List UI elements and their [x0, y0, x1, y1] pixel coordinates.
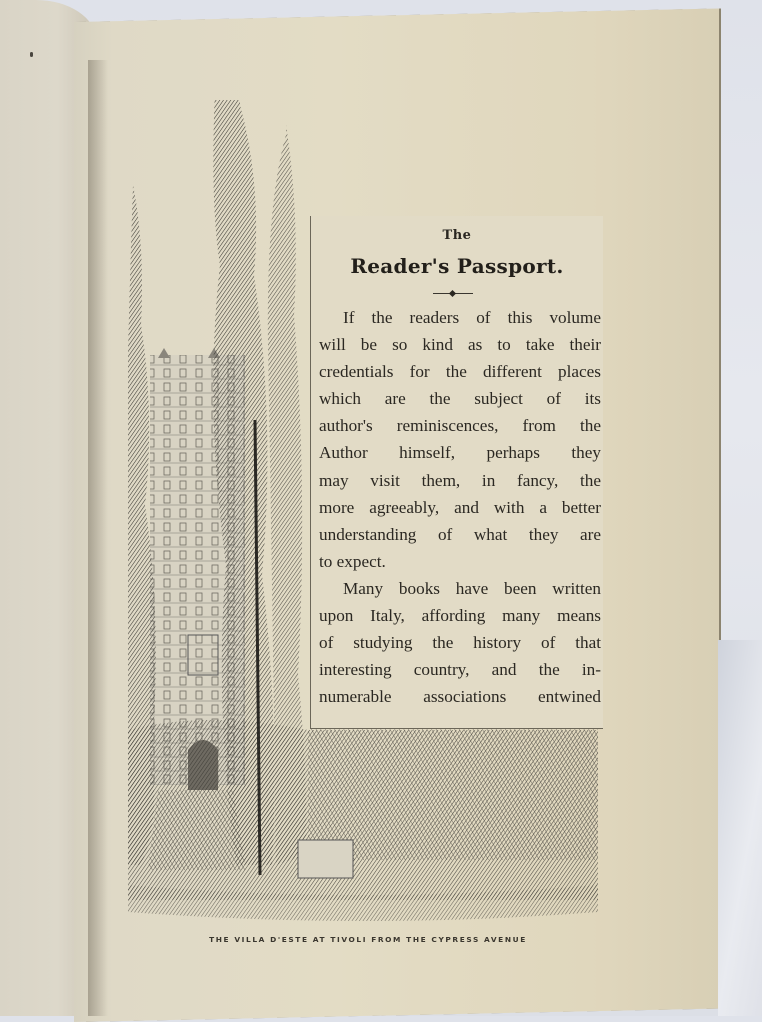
title-ornament-icon — [449, 290, 456, 297]
text-line: may visit them, in fancy, the — [319, 470, 601, 490]
body-text — [319, 304, 601, 710]
page-title: Reader's Passport. — [350, 254, 564, 278]
text-line: Many books have been written — [343, 578, 601, 598]
text-line: numerable associations entwined — [319, 687, 601, 707]
text-line: interesting country, and the in- — [319, 660, 601, 680]
text-line: of studying the history of that — [319, 633, 601, 653]
text-line: more agreeably, and with a better — [319, 497, 601, 517]
text-line: will be so kind as to take their — [319, 335, 601, 355]
text-line: credentials for the different places — [319, 362, 601, 382]
illustration-caption: THE VILLA D'ESTE AT TIVOLI FROM THE CYPRESS AVENUE — [209, 935, 527, 944]
book-gutter — [88, 60, 108, 1016]
text-line: Author himself, perhaps they — [319, 443, 601, 463]
text-line: to expect. — [319, 551, 386, 571]
text-line: author's reminiscences, from the — [319, 416, 601, 436]
heading-the: The — [442, 228, 472, 243]
text-line: upon Italy, affording many means — [319, 606, 601, 626]
text-panel — [310, 216, 603, 729]
ink-speck — [30, 52, 33, 57]
text-line: understanding of what they are — [319, 524, 601, 544]
text-line: which are the subject of its — [319, 389, 601, 409]
page-edge-curl — [718, 640, 762, 1016]
text-line: If the readers of this volume — [343, 308, 601, 327]
